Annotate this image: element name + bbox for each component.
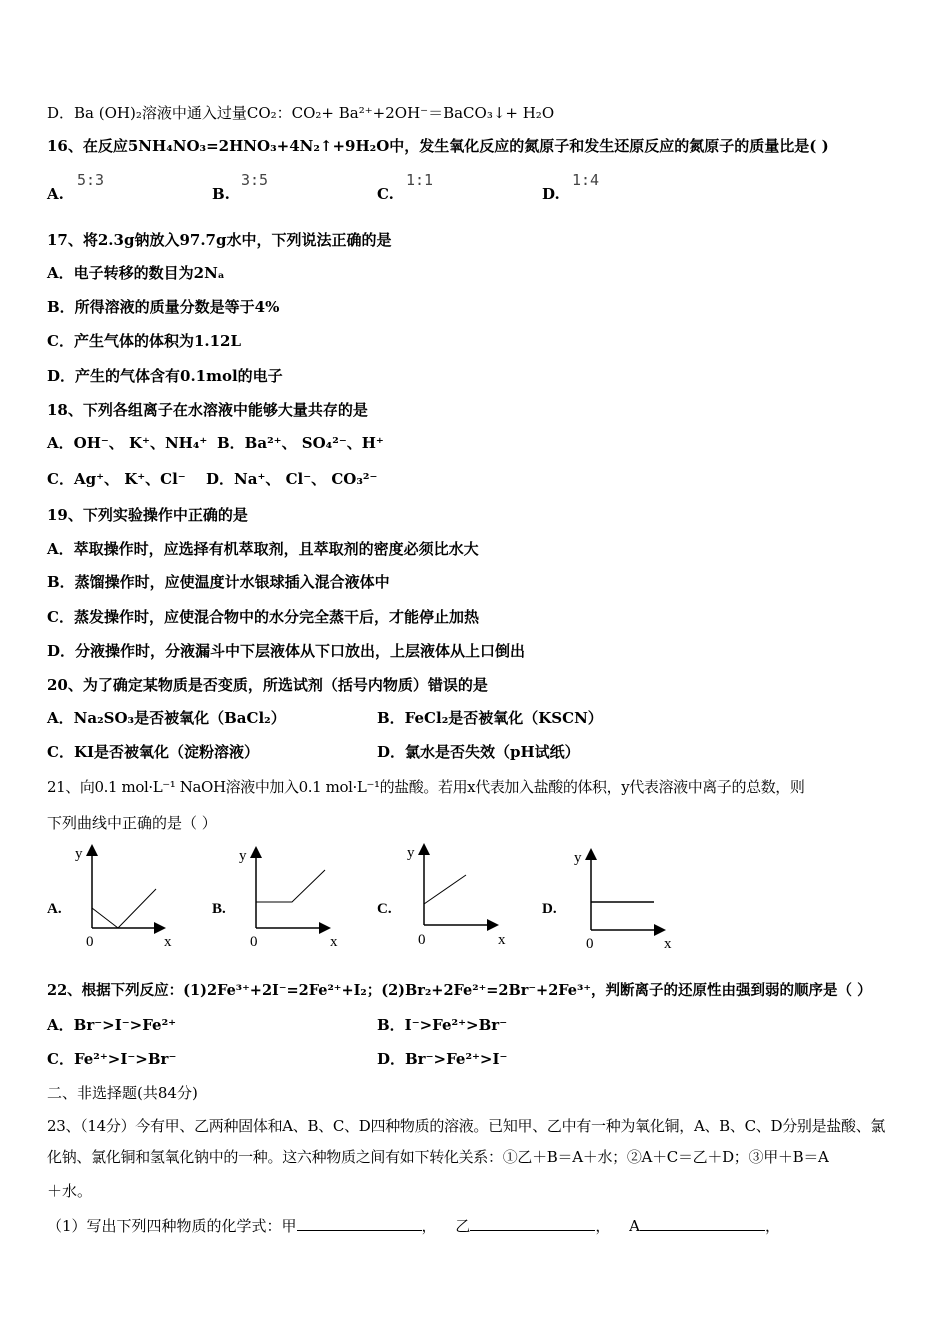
q21-graph-c[interactable] <box>377 845 506 948</box>
q21-stem-line1: 21、向0.1 mol·L⁻¹ NaOH溶液中加入0.1 mol·L⁻¹的盐酸。若用x代表加入盐酸的体积，y代表溶液中离子的总数，则 <box>47 778 805 796</box>
svg-text:A.: A. <box>47 901 62 917</box>
q17-option-a[interactable]: A．电子转移的数目为2Nₐ <box>47 264 225 282</box>
answer-blank-yi[interactable] <box>470 1216 595 1231</box>
svg-text:y: y <box>239 848 247 864</box>
q18-stem: 18、下列各组离子在水溶液中能够大量共存的是 <box>47 401 368 419</box>
svg-text:D.: D. <box>542 901 557 917</box>
q19-option-a[interactable]: A．萃取操作时，应选择有机萃取剂，且萃取剂的密度必须比水大 <box>47 540 479 558</box>
svg-text:x: x <box>498 932 506 948</box>
q19-stem: 19、下列实验操作中正确的是 <box>47 506 248 524</box>
q16-option-c-label[interactable]: C. <box>377 185 394 203</box>
q15-option-d: D．Ba (OH)₂溶液中通入过量CO₂：CO₂+ Ba²⁺+2OH⁻＝BaCO₃↓+ H₂O <box>47 104 555 122</box>
separator: ， <box>765 1217 781 1235</box>
svg-text:x: x <box>330 934 338 950</box>
answer-blank-a[interactable] <box>640 1216 765 1231</box>
q16-option-c-value: 1:1 <box>406 171 434 189</box>
svg-text:y: y <box>407 845 415 861</box>
q20-stem: 20、为了确定某物质是否变质，所选试剂（括号内物质）错误的是 <box>47 676 488 694</box>
q22-option-c[interactable]: C．Fe²⁺>I⁻>Br⁻ <box>47 1050 177 1068</box>
q18-option-a[interactable]: A．OH⁻、 K⁺、NH₄⁺ <box>47 434 208 452</box>
svg-text:0: 0 <box>586 936 594 952</box>
q17-option-d[interactable]: D．产生的气体含有0.1mol的电子 <box>47 367 283 385</box>
q19-option-d[interactable]: D．分液操作时，分液漏斗中下层液体从下口放出，上层液体从上口倒出 <box>47 642 526 660</box>
svg-text:0: 0 <box>86 934 94 950</box>
svg-text:x: x <box>164 934 172 950</box>
svg-text:C.: C. <box>377 901 392 917</box>
q16-option-a-value: 5:3 <box>77 171 105 189</box>
q16-stem: 16、在反应5NH₄NO₃=2HNO₃+4N₂↑+9H₂O中，发生氧化反应的氮原子和发生还原反应的氮原子的质量比是( ) <box>47 137 829 155</box>
label-a: A <box>629 1217 640 1235</box>
q21-stem-line2: 下列曲线中正确的是（ ） <box>47 814 217 832</box>
q17-stem: 17、将2.3g钠放入97.7g水中，下列说法正确的是 <box>47 231 392 249</box>
section-2-heading: 二、非选择题(共84分) <box>47 1084 198 1102</box>
svg-text:y: y <box>574 850 582 866</box>
q19-option-c[interactable]: C．蒸发操作时，应使混合物中的水分完全蒸干后，才能停止加热 <box>47 608 479 626</box>
q20-option-d[interactable]: D．氯水是否失效（pH试纸） <box>377 743 580 761</box>
svg-text:0: 0 <box>250 934 258 950</box>
q22-option-d[interactable]: D．Br⁻>Fe²⁺>I⁻ <box>377 1050 508 1068</box>
q16-option-d-value: 1:4 <box>572 171 600 189</box>
q19-option-b[interactable]: B．蒸馏操作时，应使温度计水银球插入混合液体中 <box>47 573 390 591</box>
q18-option-c[interactable]: C．Ag⁺、 K⁺、Cl⁻ <box>47 470 186 488</box>
q23-line3: ＋水。 <box>47 1182 93 1200</box>
q23-line2: 化钠、氯化铜和氢氧化钠中的一种。这六种物质之间有如下转化关系：①乙＋B＝A＋水；②A＋C＝乙＋D；③甲＋B＝A <box>47 1148 829 1166</box>
q16-option-d-label[interactable]: D. <box>542 185 560 203</box>
q23-sub1 <box>47 1216 780 1236</box>
svg-text:x: x <box>664 936 672 952</box>
q21-graph-b[interactable] <box>212 848 338 950</box>
svg-text:y: y <box>75 846 83 862</box>
q23-line1: 23、（14分）今有甲、乙两种固体和A、B、C、D四种物质的溶液。已知甲、乙中有一种为氧化铜，A、B、C、D分别是盐酸、氯 <box>47 1117 886 1135</box>
svg-text:B.: B. <box>212 901 226 917</box>
q22-option-a[interactable]: A．Br⁻>I⁻>Fe²⁺ <box>47 1016 177 1034</box>
answer-blank-jia[interactable] <box>297 1216 422 1231</box>
separator: ， <box>421 1217 437 1235</box>
q18-option-b[interactable]: B．Ba²⁺、 SO₄²⁻、H⁺ <box>217 434 384 452</box>
q22-stem: 22、根据下列反应：(1)2Fe³⁺+2I⁻=2Fe²⁺+I₂；(2)Br₂+2Fe²⁺=2Br⁻+2Fe³⁺，判断离子的还原性由强到弱的顺序是（ ） <box>47 982 872 999</box>
q16-option-b-label[interactable]: B. <box>212 185 230 203</box>
q17-option-c[interactable]: C．产生气体的体积为1.12L <box>47 332 242 350</box>
q21-graph-d[interactable] <box>542 850 672 952</box>
q18-option-d[interactable]: D．Na⁺、 Cl⁻、 CO₃²⁻ <box>206 470 378 488</box>
q17-option-b[interactable]: B．所得溶液的质量分数是等于4% <box>47 298 280 316</box>
q23-sub1-prompt: （1）写出下列四种物质的化学式：甲 <box>47 1217 297 1235</box>
q21-graph-a[interactable] <box>47 846 172 950</box>
svg-text:0: 0 <box>418 932 426 948</box>
q16-option-a-label[interactable]: A. <box>47 185 64 203</box>
q21-graphs <box>0 840 950 955</box>
label-yi: 乙 <box>455 1217 471 1235</box>
q22-option-b[interactable]: B．I⁻>Fe²⁺>Br⁻ <box>377 1016 508 1034</box>
q20-option-b[interactable]: B．FeCl₂是否被氧化（KSCN） <box>377 709 603 727</box>
q20-option-a[interactable]: A．Na₂SO₃是否被氧化（BaCl₂） <box>47 709 286 727</box>
q20-option-c[interactable]: C．KI是否被氧化（淀粉溶液） <box>47 743 259 761</box>
separator: ， <box>595 1217 611 1235</box>
q16-option-b-value: 3:5 <box>241 171 269 189</box>
